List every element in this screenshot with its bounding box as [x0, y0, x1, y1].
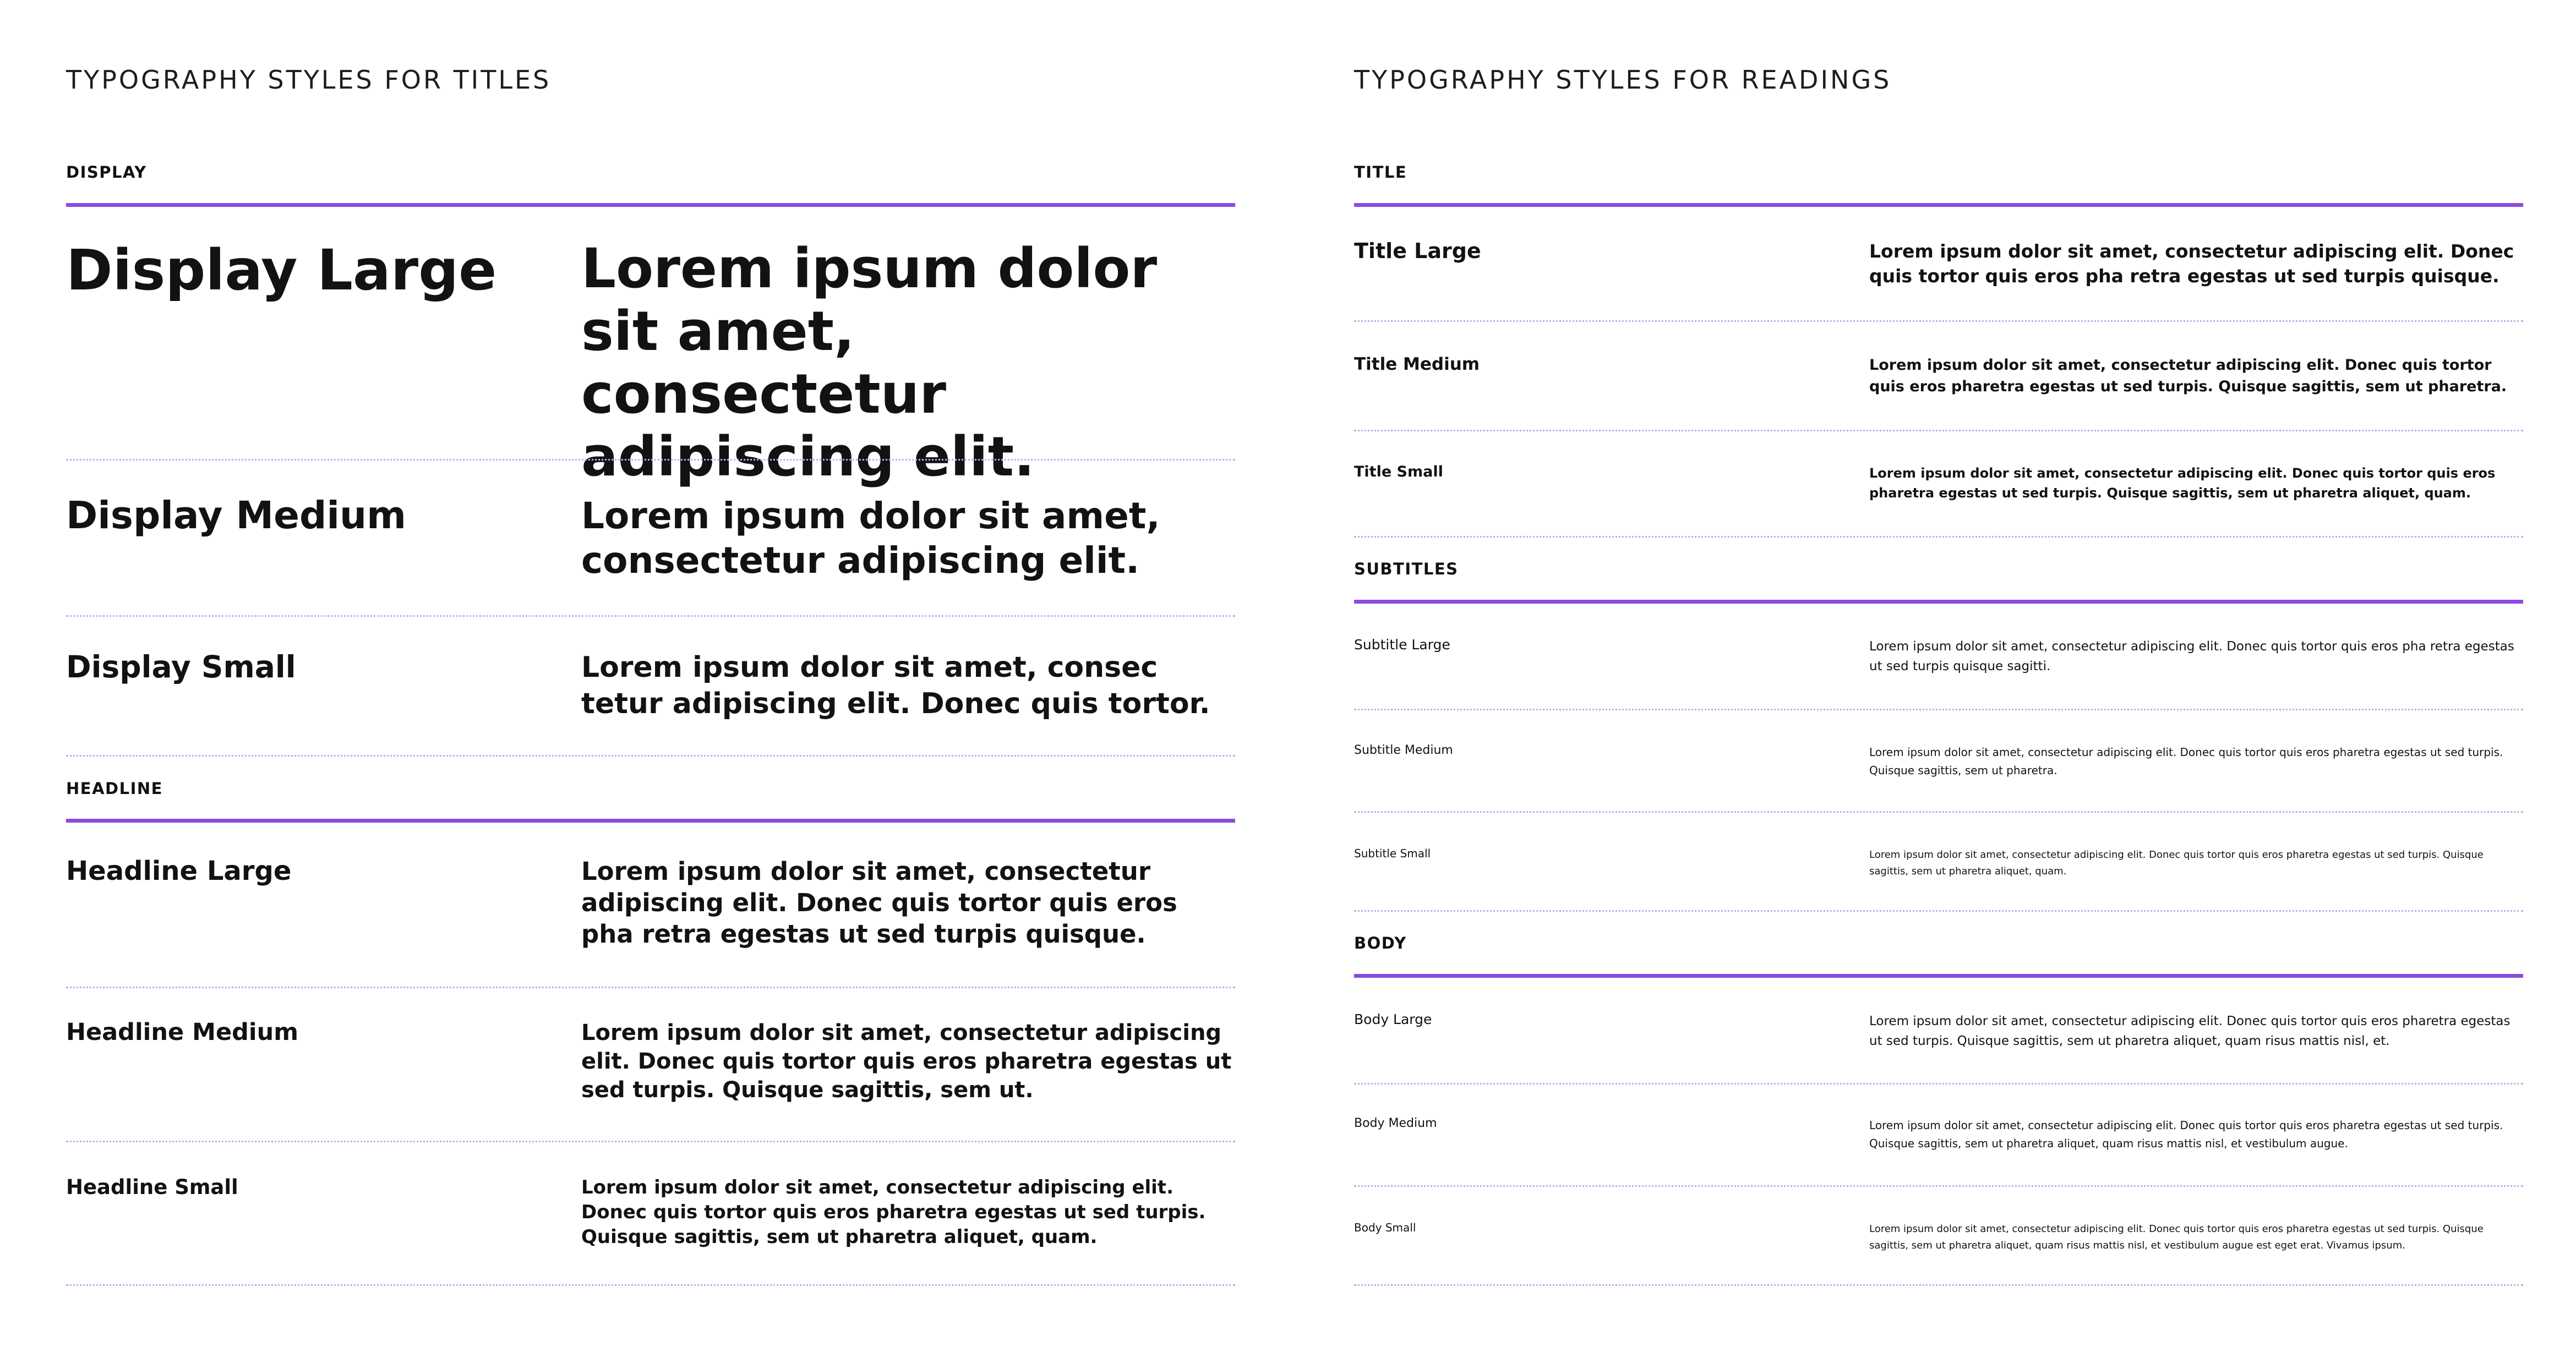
style-sample-headline-medium: Lorem ipsum dolor sit amet, consectetur adipiscing elit. Donec quis tortor quis eros pharetra egestas ut sed turpis. Quisque sagittis, sem ut. [581, 1020, 1232, 1103]
row-divider [66, 755, 1235, 757]
row-divider [1354, 536, 2523, 538]
style-sample-subtitle-large: Lorem ipsum dolor sit amet, consectetur adipiscing elit. Donec quis tortor quis eros pha retra egestas ut sed turpis quisque sagitti. [1869, 639, 2514, 674]
style-sample-subtitle-small: Lorem ipsum dolor sit amet, consectetur adipiscing elit. Donec quis tortor quis eros pharetra egestas ut sed turpis. Quisque sagittis, sem ut pharetra aliquet, quam. [1869, 849, 2484, 877]
row-divider [66, 459, 1235, 461]
row-divider [1354, 1185, 2523, 1187]
group-label-body: BODY [1354, 934, 1407, 952]
style-sample-title-large: Lorem ipsum dolor sit amet, consectetur adipiscing elit. Donec quis tortor quis eros pha retra egestas ut sed turpis quisque. [1869, 240, 2514, 287]
group-label-subtitles: SUBTITLES [1354, 560, 1459, 578]
style-name-title-small: Title Small [1354, 463, 1443, 480]
row-divider [66, 1284, 1235, 1286]
style-name-display-large: Display Large [66, 238, 497, 303]
style-name-display-small: Display Small [66, 649, 296, 685]
row-divider [1354, 430, 2523, 431]
style-sample-body-small: Lorem ipsum dolor sit amet, consectetur adipiscing elit. Donec quis tortor quis eros pharetra egestas ut sed turpis. Quisque sagittis, sem ut pharetra aliquet, quam risus mattis nisl, et vestibulum augue est eget erat. Vivamus ipsum. [1869, 1223, 2484, 1251]
style-sample-title-small: Lorem ipsum dolor sit amet, consectetur adipiscing elit. Donec quis tortor quis eros pharetra egestas ut sed turpis. Quisque sagittis, sem ut pharetra aliquet, quam. [1869, 466, 2496, 501]
group-rule-body [1354, 974, 2523, 978]
row-divider [1354, 320, 2523, 322]
row-divider [1354, 709, 2523, 710]
row-divider [66, 987, 1235, 988]
row-divider [1354, 1083, 2523, 1085]
section-title-readings: TYPOGRAPHY STYLES FOR READINGS [1354, 65, 1892, 95]
style-sample-display-large: Lorem ipsum dolor sit amet, consectetur adipiscing elit. [581, 237, 1158, 489]
row-divider [1354, 1284, 2523, 1286]
style-name-body-medium: Body Medium [1354, 1116, 1437, 1130]
style-name-subtitle-small: Subtitle Small [1354, 847, 1431, 860]
style-name-display-medium: Display Medium [66, 494, 407, 538]
style-name-body-large: Body Large [1354, 1011, 1432, 1027]
group-rule-display [66, 203, 1235, 207]
group-label-display: DISPLAY [66, 163, 147, 182]
group-label-title: TITLE [1354, 163, 1407, 182]
style-name-subtitle-medium: Subtitle Medium [1354, 743, 1453, 757]
row-divider [66, 1141, 1235, 1142]
style-sample-headline-large: Lorem ipsum dolor sit amet, consectetur adipiscing elit. Donec quis tortor quis eros pha retra egestas ut sed turpis quisque. [581, 857, 1177, 949]
row-divider [1354, 811, 2523, 813]
style-name-subtitle-large: Subtitle Large [1354, 637, 1450, 653]
style-sample-headline-small: Lorem ipsum dolor sit amet, consectetur adipiscing elit. Donec quis tortor quis eros pharetra egestas ut sed turpis. Quisque sagittis, sem ut pharetra aliquet, quam. [581, 1176, 1206, 1248]
style-name-headline-large: Headline Large [66, 856, 292, 886]
section-title-titles: TYPOGRAPHY STYLES FOR TITLES [66, 65, 552, 95]
style-name-headline-small: Headline Small [66, 1175, 238, 1199]
style-sample-subtitle-medium: Lorem ipsum dolor sit amet, consectetur adipiscing elit. Donec quis tortor quis eros pharetra egestas ut sed turpis. Quisque sagittis, sem ut pharetra. [1869, 746, 2503, 777]
style-name-headline-medium: Headline Medium [66, 1019, 299, 1046]
group-rule-headline [66, 819, 1235, 823]
style-sample-body-large: Lorem ipsum dolor sit amet, consectetur adipiscing elit. Donec quis tortor quis eros pharetra egestas ut sed turpis. Quisque sagittis, sem ut pharetra aliquet, quam risus mattis nisl, et. [1869, 1014, 2510, 1048]
row-divider [66, 615, 1235, 617]
style-sample-title-medium: Lorem ipsum dolor sit amet, consectetur adipiscing elit. Donec quis tortor quis eros pharetra egestas ut sed turpis. Quisque sagittis, sem ut pharetra. [1869, 357, 2507, 395]
style-sample-body-medium: Lorem ipsum dolor sit amet, consectetur adipiscing elit. Donec quis tortor quis eros pharetra egestas ut sed turpis. Quisque sagittis, sem ut pharetra aliquet, quam risus mattis nisl, et vestibulum augue. [1869, 1119, 2503, 1150]
group-rule-title [1354, 203, 2523, 207]
style-sample-display-medium: Lorem ipsum dolor sit amet, consectetur adipiscing elit. [581, 495, 1160, 582]
style-name-title-large: Title Large [1354, 239, 1481, 263]
row-divider [1354, 910, 2523, 912]
style-name-body-small: Body Small [1354, 1221, 1416, 1234]
group-label-headline: HEADLINE [66, 779, 163, 798]
group-rule-subtitles [1354, 600, 2523, 604]
style-name-title-medium: Title Medium [1354, 354, 1480, 374]
style-sample-display-small: Lorem ipsum dolor sit amet, consec tetur adipiscing elit. Donec quis tortor. [581, 651, 1210, 720]
